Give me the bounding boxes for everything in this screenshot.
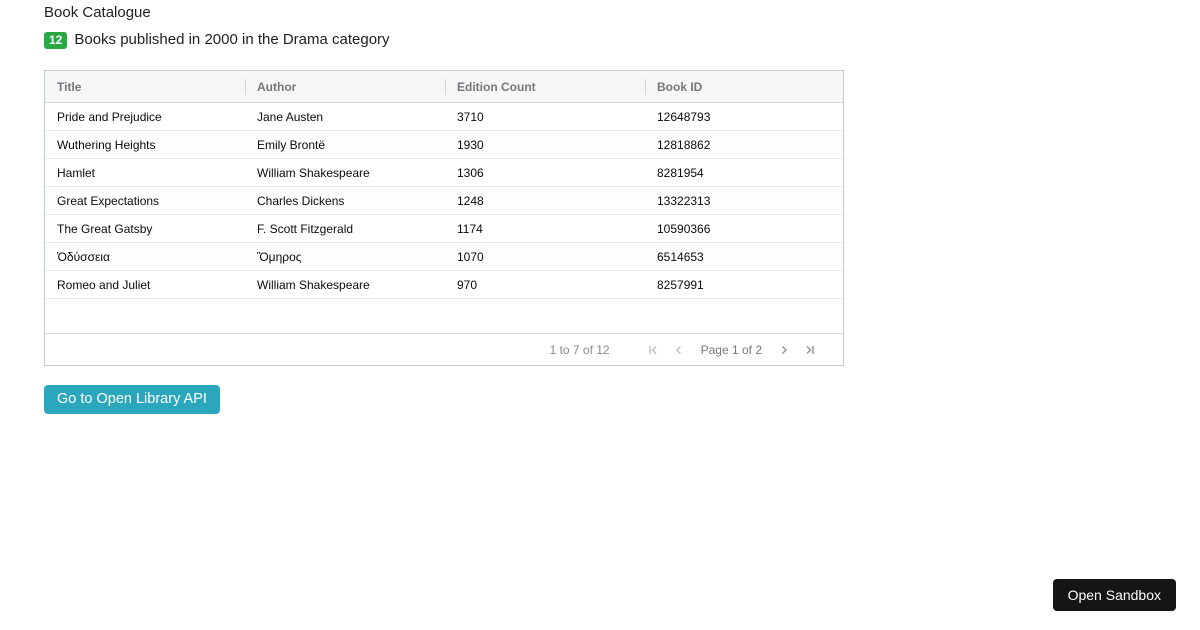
cell-edition-count[interactable]: 1248	[457, 193, 484, 208]
cell-edition-count[interactable]: 3710	[457, 109, 484, 124]
pagination-bar	[45, 333, 843, 365]
column-header-label: Title	[57, 79, 82, 94]
cell-title[interactable]: Romeo and Juliet	[57, 277, 151, 292]
result-summary-text: Books published in 2000 in the Drama category	[74, 31, 390, 48]
column-header-label: Edition Count	[457, 79, 536, 94]
column-header-label: Author	[257, 79, 297, 94]
cell-title[interactable]: Wuthering Heights	[57, 137, 156, 152]
table-header-row	[45, 71, 843, 103]
table-body	[45, 103, 843, 299]
cell-book-id[interactable]: 12648793	[657, 109, 711, 124]
cell-author[interactable]: William Shakespeare	[257, 165, 370, 180]
cell-edition-count[interactable]: 970	[457, 277, 478, 292]
first-page-icon[interactable]	[647, 344, 659, 356]
column-header[interactable]	[445, 71, 645, 102]
cell-title[interactable]: Hamlet	[57, 165, 96, 180]
cell-title[interactable]: Pride and Prejudice	[57, 109, 162, 124]
main-content	[44, 4, 844, 414]
cell-book-id[interactable]: 6514653	[657, 249, 704, 264]
cell-author[interactable]: Jane Austen	[257, 109, 324, 124]
cell-author[interactable]: William Shakespeare	[257, 277, 370, 292]
books-table	[44, 70, 844, 366]
cell-title[interactable]: Ὀδύσσεια	[57, 249, 110, 264]
column-header-label: Book ID	[657, 79, 703, 94]
cell-book-id[interactable]: 10590366	[657, 221, 711, 236]
cell-author[interactable]: Ὅμηρος	[257, 249, 302, 264]
column-header[interactable]	[45, 71, 245, 102]
table-row[interactable]	[45, 271, 843, 299]
column-header[interactable]	[645, 71, 845, 102]
cell-author[interactable]: Charles Dickens	[257, 193, 345, 208]
cell-book-id[interactable]: 13322313	[657, 193, 711, 208]
cell-book-id[interactable]: 12818862	[657, 137, 711, 152]
table-row[interactable]	[45, 159, 843, 187]
cell-title[interactable]: Great Expectations	[57, 193, 160, 208]
cell-author[interactable]: F. Scott Fitzgerald	[257, 221, 354, 236]
result-summary	[44, 31, 844, 49]
cell-author[interactable]: Emily Brontë	[257, 137, 326, 152]
table-row[interactable]	[45, 131, 843, 159]
row-range-label: 1 to 7 of 12	[549, 342, 610, 357]
cell-edition-count[interactable]: 1930	[457, 137, 484, 152]
cell-book-id[interactable]: 8257991	[657, 277, 704, 292]
go-to-open-library-api-button[interactable]: Go to Open Library API	[44, 385, 220, 414]
table-row[interactable]	[45, 187, 843, 215]
count-badge: 12	[44, 32, 67, 49]
table-empty-area	[45, 299, 843, 333]
previous-page-icon[interactable]	[673, 344, 685, 356]
cell-title[interactable]: The Great Gatsby	[57, 221, 153, 236]
next-page-icon[interactable]	[778, 344, 790, 356]
table-row[interactable]	[45, 103, 843, 131]
column-header[interactable]	[245, 71, 445, 102]
cell-book-id[interactable]: 8281954	[657, 165, 704, 180]
table-row[interactable]	[45, 215, 843, 243]
page-summary-label: Page 1 of 2	[700, 342, 762, 357]
page-title: Book Catalogue	[44, 4, 151, 21]
open-sandbox-button[interactable]: Open Sandbox	[1053, 579, 1176, 611]
cell-edition-count[interactable]: 1174	[457, 221, 483, 236]
cell-edition-count[interactable]: 1070	[457, 249, 484, 264]
last-page-icon[interactable]	[804, 344, 816, 356]
table-row[interactable]	[45, 243, 843, 271]
cell-edition-count[interactable]: 1306	[457, 165, 484, 180]
